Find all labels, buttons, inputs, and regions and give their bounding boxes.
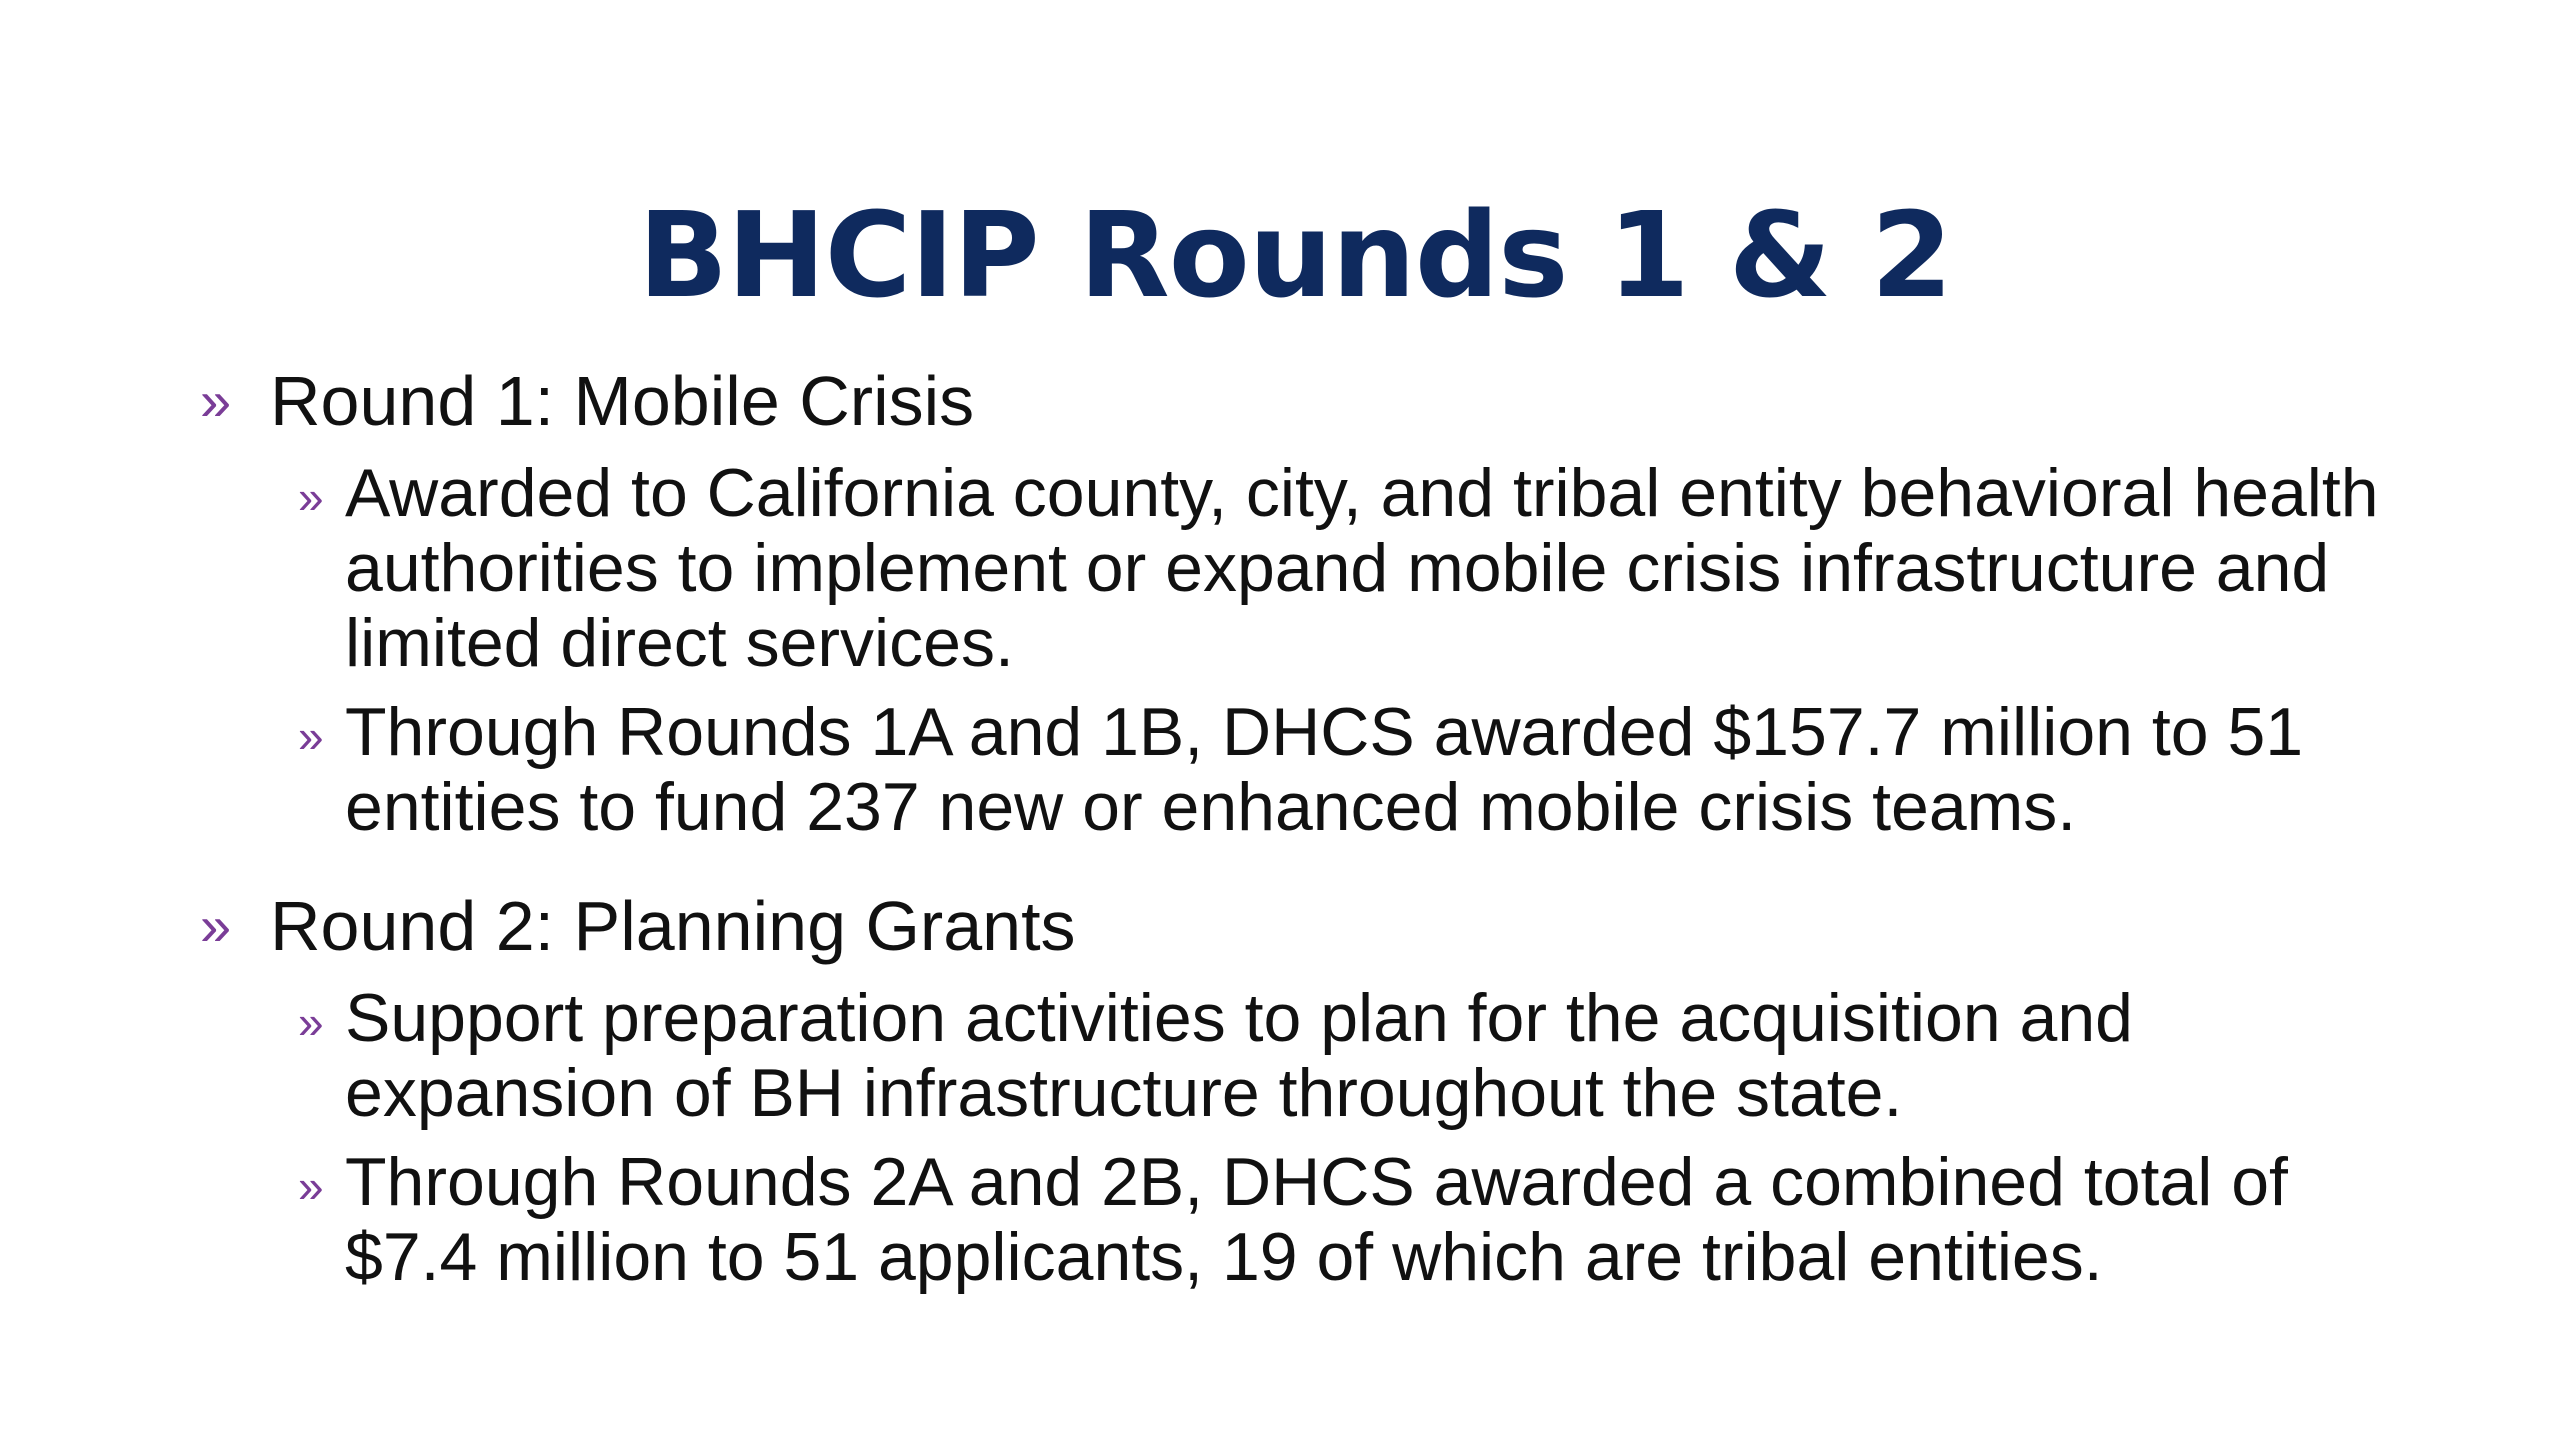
sub-bullet — [200, 1145, 2400, 1295]
section-heading-text: Round 1: Mobile Crisis — [270, 362, 975, 440]
slide-title: BHCIP Rounds 1 & 2 — [638, 186, 1952, 324]
sub-bullet-text: Support preparation activities to plan for the acquisition and expansion of BH infrastructure throughout the state. — [345, 980, 2133, 1131]
chevron-bullet-icon: » — [298, 710, 324, 762]
chevron-bullet-icon: » — [200, 894, 232, 957]
section-heading-text: Round 2: Planning Grants — [270, 887, 1076, 965]
sub-bullet — [200, 981, 2400, 1131]
chevron-bullet-icon: » — [200, 369, 232, 432]
bullet-list — [200, 360, 2400, 1295]
chevron-bullet-icon: » — [298, 1160, 324, 1212]
section-heading-round-2 — [200, 885, 2400, 967]
sub-bullet-text: Awarded to California county, city, and tribal entity behavioral health authorities to implement or expand mobile crisis infrastructure and limited direct services. — [345, 455, 2379, 681]
sub-bullet — [200, 695, 2400, 845]
sub-bullet — [200, 456, 2400, 681]
section-heading-round-1 — [200, 360, 2400, 442]
chevron-bullet-icon: » — [298, 996, 324, 1048]
chevron-bullet-icon: » — [298, 471, 324, 523]
sub-bullet-text: Through Rounds 2A and 2B, DHCS awarded a combined total of $7.4 million to 51 applicants, 19 of which are tribal entities. — [345, 1144, 2288, 1295]
sub-bullet-text: Through Rounds 1A and 1B, DHCS awarded $157.7 million to 51 entities to fund 237 new or enhanced mobile crisis teams. — [345, 694, 2304, 845]
